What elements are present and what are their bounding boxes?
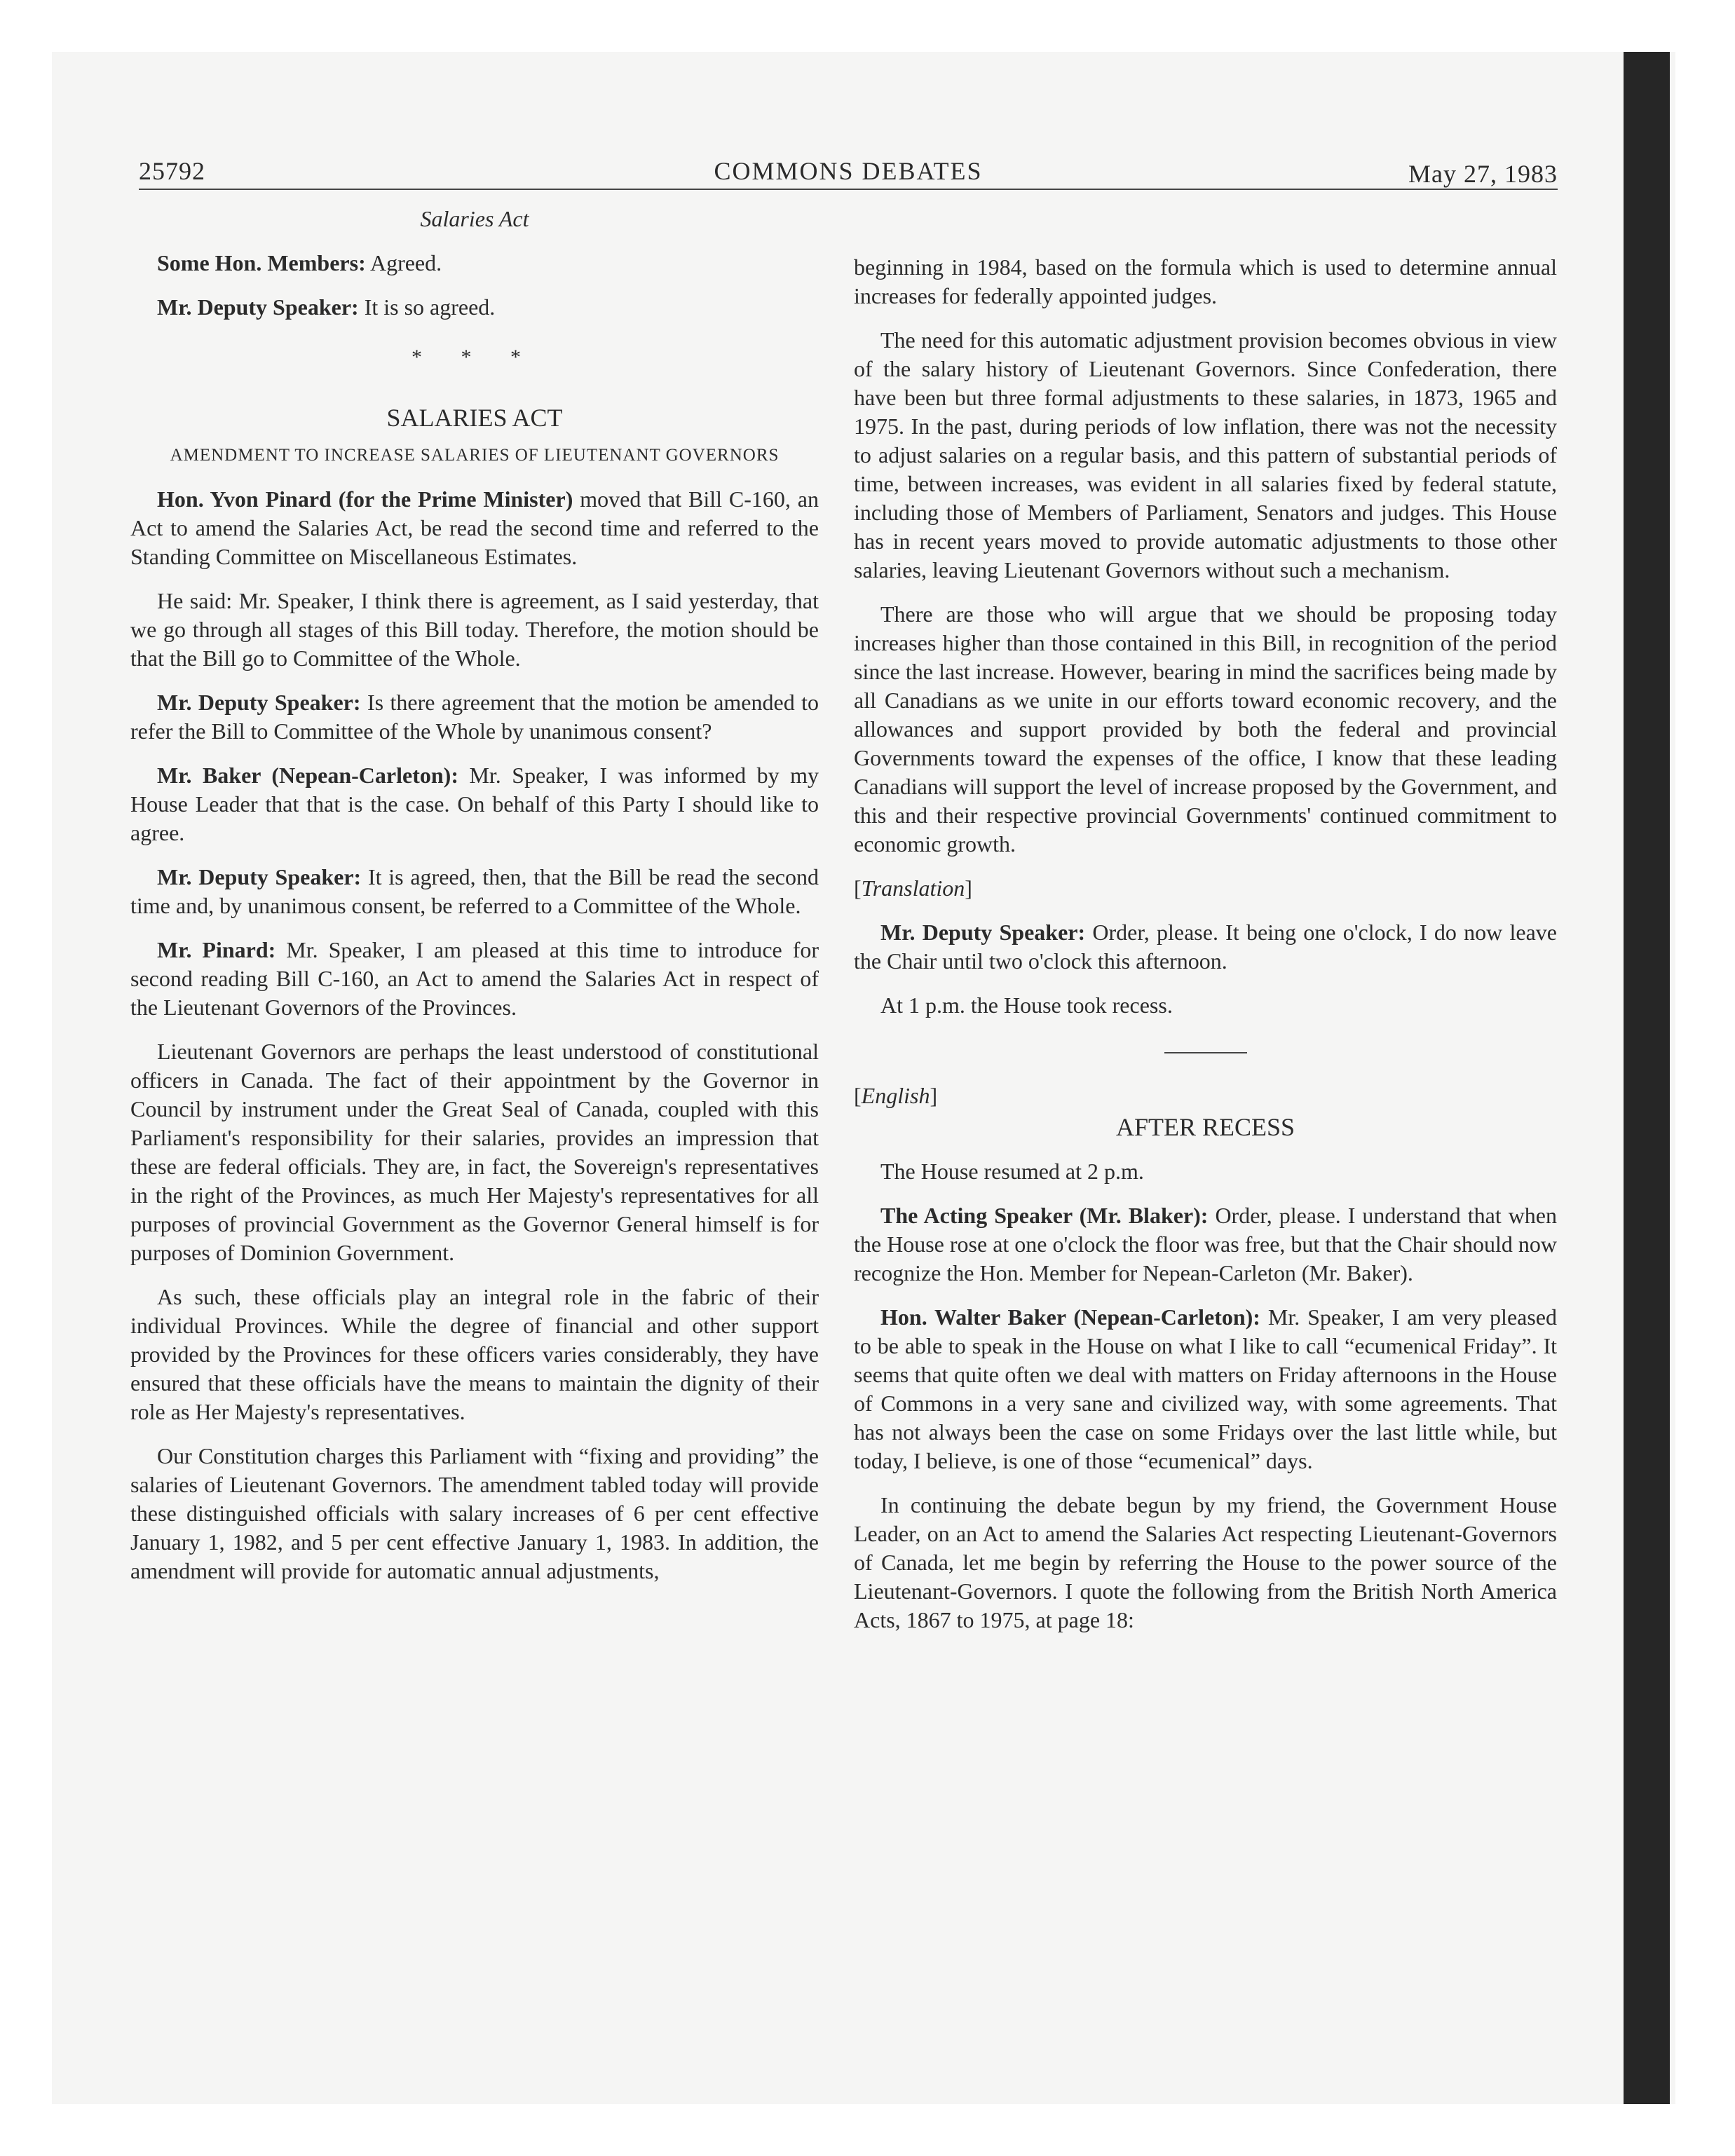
running-title: Salaries Act xyxy=(420,206,529,231)
section-title: AFTER RECESS xyxy=(1115,1113,1295,1141)
paragraph: Some Hon. Members: Agreed. xyxy=(157,250,442,275)
scan-edge xyxy=(1624,52,1670,2104)
speaker-name: Hon. Yvon Pinard (for the Prime Minister) xyxy=(157,486,573,512)
recess-rule xyxy=(1164,1052,1247,1053)
paragraph: Mr. Baker (Nepean-Carleton): Mr. Speaker, I was informed by my House Leader that that is the case. On behalf of this Party I should like to agree. xyxy=(130,763,819,845)
paragraph: The need for this automatic adjustment provision becomes obvious in view of the salary history of Lieutenant Governors. Since Confederation, there have been but three formal adjustments to these salaries, in 1873, 1965 and 1975. In the past, during periods of low inflation, there was not the necessity to adjust salaries on a regular basis, and this pattern of substantial periods of time, between increases, was evident in all salaries fixed by federal statute, including those of Members of Parliament, Senators and judges. This House has in recent years moved to provide automatic adjustments to those other salaries, leaving Lieutenant Governors without such a mechanism. xyxy=(854,327,1557,582)
speaker-name: The Acting Speaker (Mr. Blaker): xyxy=(880,1203,1209,1228)
language-note: [Translation] xyxy=(854,875,972,901)
section-subtitle: AMENDMENT TO INCREASE SALARIES OF LIEUTENANT GOVERNORS xyxy=(170,446,780,465)
paragraph: beginning in 1984, based on the formula which is used to determine annual increases for federally appointed judges. xyxy=(854,254,1557,308)
paragraph: Mr. Deputy Speaker: Is there agreement that the motion be amended to refer the Bill to Committee of the Whole by unanimous consent? xyxy=(130,690,819,744)
speaker-name: Mr. Deputy Speaker: xyxy=(157,864,362,889)
left-column xyxy=(130,205,819,1585)
language-note: [English] xyxy=(854,1083,938,1108)
speaker-name: Mr. Deputy Speaker: xyxy=(157,294,359,320)
speaker-name: Mr. Deputy Speaker: xyxy=(157,690,361,715)
speaker-name: Mr. Deputy Speaker: xyxy=(880,920,1086,945)
page-header xyxy=(139,156,1558,193)
paragraph: In continuing the debate begun by my friend, the Government House Leader, on an Act to amend the Salaries Act respecting Lieutenant-Governors of Canada, let me begin by referring the House to the power source of the Lieutenant-Governors. I quote the following from the British North America Acts, 1867 to 1975, at page 18: xyxy=(854,1492,1557,1632)
right-column xyxy=(854,253,1557,1635)
paragraph: Our Constitution charges this Parliament with “fixing and providing” the salaries of Lieutenant Governors. The amendment tabled today will provide these distinguished officials with salary increases of 6 per cent effective January 1, 1982, and 5 per cent effective January 1, 1983. In addition, the amendment will provide for automatic annual adjustments, xyxy=(130,1443,819,1583)
paragraph: The Acting Speaker (Mr. Blaker): Order, please. I understand that when the House rose at one o'clock the floor was free, but that the Chair should now recognize the Hon. Member for Nepean-Carleton (Mr. Baker). xyxy=(854,1203,1558,1285)
speaker-name: Hon. Walter Baker (Nepean-Carleton): xyxy=(880,1304,1260,1330)
paragraph: As such, these officials play an integral role in the fabric of their individual Provinces. While the degree of financial and other support provided by the Provinces for these officers varies considerably, they have ensured that these officials have the means to maintain the dignity of their role as Her Majesty's representatives. xyxy=(130,1284,819,1424)
header-rule xyxy=(139,189,1558,190)
paragraph: Mr. Deputy Speaker: Order, please. It being one o'clock, I do now leave the Chair until two o'clock this afternoon. xyxy=(854,920,1558,974)
speaker-name: Mr. Baker (Nepean-Carleton): xyxy=(157,763,458,788)
speaker-name: Some Hon. Members: xyxy=(157,250,366,275)
speaker-name: Mr. Pinard: xyxy=(157,937,276,962)
publication-date: May 27, 1983 xyxy=(1408,160,1558,188)
paragraph: Mr. Deputy Speaker: It is agreed, then, that the Bill be read the second time and, by unanimous consent, be referred to a Committee of the Whole. xyxy=(130,864,819,918)
section-separator: * * * xyxy=(411,346,538,369)
publication-title: COMMONS DEBATES xyxy=(714,157,983,185)
paragraph: Mr. Pinard: Mr. Speaker, I am pleased at this time to introduce for second reading Bill C-160, an Act to amend the Salaries Act in respect of the Lieutenant Governors of the Provinces. xyxy=(130,937,819,1020)
paragraph: Lieutenant Governors are perhaps the least understood of constitutional officers in Canada. The fact of their appointment by the Governor in Council by instrument under the Great Seal of Canada, coupled with this Parliament's responsibility for their salaries, provides an impression that these are federal officials. They are, in fact, the Sovereign's representatives in the right of the Provinces, as much Her Majesty's representatives for all purposes of provincial Government as the Governor General himself is for purposes of Dominion Government. xyxy=(130,1039,819,1265)
paragraph: Hon. Walter Baker (Nepean-Carleton): Mr. Speaker, I am very pleased to be able to speak in the House on what I like to call “ecumenical Friday”. It seems that quite often we deal with matters on Friday afternoons in the House of Commons in a very sane and civilized way, with some agreements. That has not always been the case on some Fridays over the last little while, but today, I believe, is one of those “ecumenical” days. xyxy=(854,1304,1558,1473)
section-title: SALARIES ACT xyxy=(386,404,563,432)
page-number: 25792 xyxy=(139,157,205,185)
paragraph: At 1 p.m. the House took recess. xyxy=(880,992,1173,1018)
paragraph: Hon. Yvon Pinard (for the Prime Minister) moved that Bill C-160, an Act to amend the Salaries Act, be read the second time and referred to the Standing Committee on Miscellaneous Estimates. xyxy=(130,486,819,569)
paragraph: There are those who will argue that we should be proposing today increases higher than those contained in this Bill, in recognition of the period since the last increase. However, bearing in mind the sacrifices being made by all Canadians as we unite in our efforts toward economic recovery, and the allowances and support provided by both the federal and provincial Governments toward the expenses of the office, I know that these leading Canadians will support the level of increase proposed by the Government, and this and their respective provincial Governments' continued commitment to economic growth. xyxy=(854,601,1557,857)
paragraph: Mr. Deputy Speaker: It is so agreed. xyxy=(157,294,496,320)
paragraph: The House resumed at 2 p.m. xyxy=(880,1159,1144,1184)
paragraph: He said: Mr. Speaker, I think there is agreement, as I said yesterday, that we go through all stages of this Bill today. Therefore, the motion should be that the Bill go to Committee of the Whole. xyxy=(130,588,819,671)
